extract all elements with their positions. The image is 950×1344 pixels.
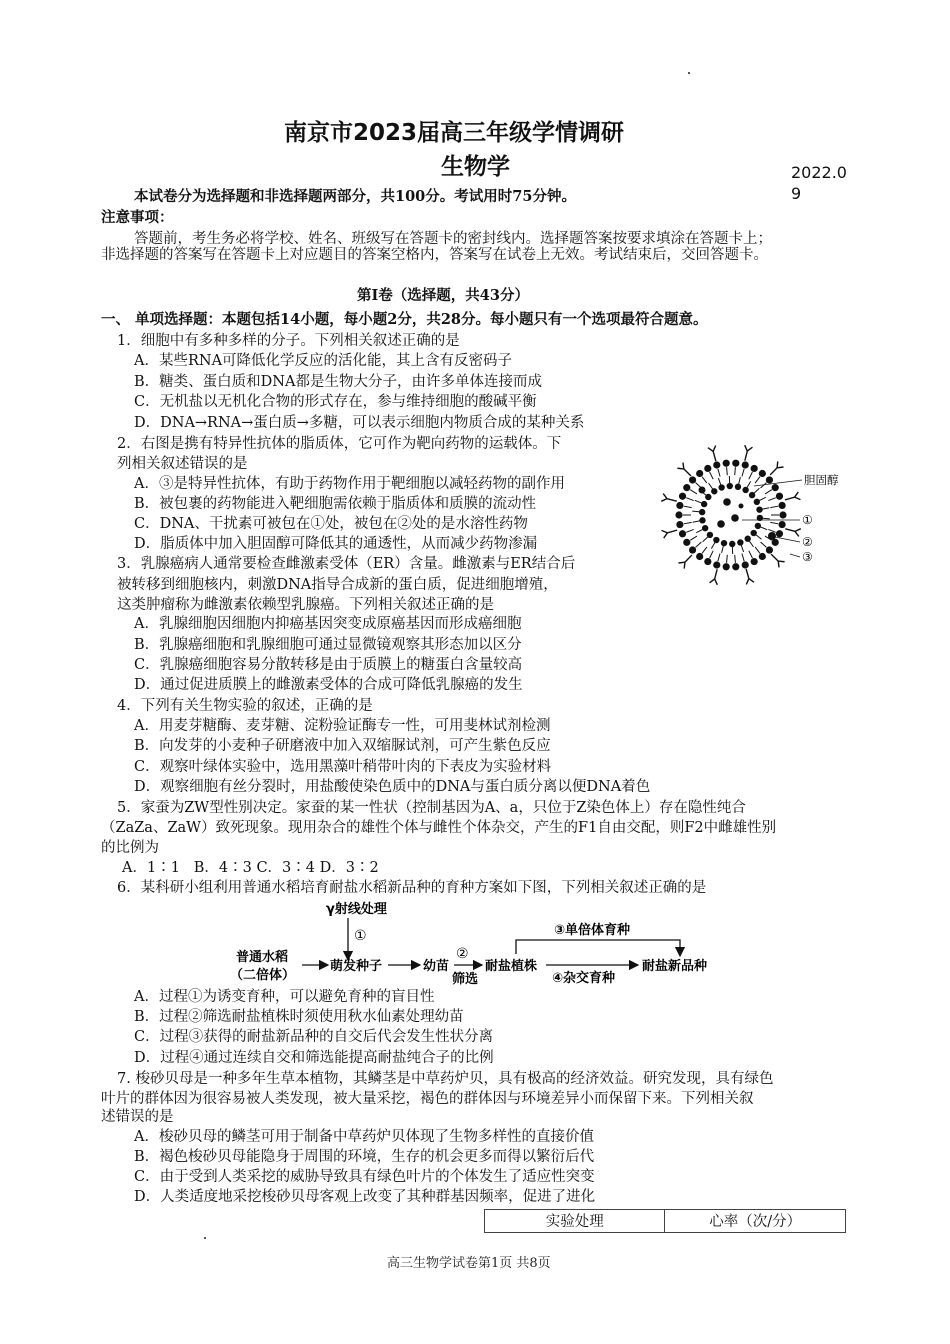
inner-lipid-tail (749, 541, 753, 547)
liposome-figure (642, 440, 852, 590)
antibody-arm (710, 579, 715, 583)
outer-lipid-head (779, 521, 786, 528)
inner-lipid-head (755, 523, 761, 529)
section1-heading: 一、 单项选择题：本题包括14小题，每小题2分，共28分。每小题只有一个选项最符合题意。 (101, 311, 708, 328)
antibody-arm (684, 562, 685, 568)
q5-stem-line-3: 的比例为 (101, 840, 159, 856)
outer-lipid-tail (690, 536, 697, 540)
cross-breeding-label: ④杂交育种 (552, 971, 616, 986)
inner-lipid-head (699, 517, 705, 523)
leader-mark-2 (775, 537, 800, 542)
outer-lipid-head (759, 553, 766, 560)
outer-lipid-tail (727, 555, 728, 563)
inner-lipid-head (702, 525, 708, 531)
antibody-arm (708, 448, 713, 452)
antibody-stem (745, 451, 747, 461)
outer-lipid-tail (755, 547, 760, 553)
step-1-mark: ① (354, 928, 367, 944)
inner-lipid-head (705, 494, 711, 500)
outer-lipid-head (713, 561, 720, 568)
antibody-arm (662, 530, 668, 533)
salt-tolerant-plant-label: 耐盐植株 (485, 959, 538, 974)
inner-lipid-tail (747, 481, 751, 487)
outer-lipid-tail (684, 506, 692, 507)
q5-options: A．1∶1 B．4∶3 C．3∶4 D．3∶2 (122, 860, 379, 876)
leader-mark-3 (790, 554, 800, 557)
q1-option-a: A．某些RNA可降低化学反应的活化能，其上含有反密码子 (134, 353, 513, 369)
germinated-seed-label: 萌发种子 (330, 959, 383, 974)
seedling-label: 幼苗 (423, 959, 450, 974)
core-dot-1 (723, 498, 731, 506)
q2-option-c: C．DNA、干扰素可被包在①处，被包在②处的是水溶性药物 (134, 516, 528, 532)
outer-lipid-head (675, 511, 682, 518)
exam-title: 南京市2023届高三年级学情调研 (284, 120, 625, 146)
outer-lipid-tail (684, 522, 692, 523)
table-header-treatment: 实验处理 (485, 1210, 665, 1233)
label-mark-2: ② (802, 535, 813, 549)
notice-line-2: 非选择题的答案写在答题卡上对应题目的答案空格内，答案写在试卷上无效。考试结束后，交回答题卡。 (101, 247, 768, 263)
q7-stem-line-3: 述错误的是 (101, 1109, 174, 1125)
q6-option-c: C．过程③获得的耐盐新品种的自交后代会发生性状分离 (134, 1029, 494, 1045)
q4-option-b: B．向发芽的小麦种子研磨液中加入双缩脲试剂，可产生紫色反应 (134, 738, 551, 754)
antibody-arm (747, 447, 752, 451)
new-variety-label: 耐盐新品种 (642, 959, 708, 974)
antibody-arm (677, 468, 683, 469)
outer-lipid-head (723, 563, 730, 570)
antibody-arm (749, 579, 754, 583)
q2-stem-line-2: 列相关叙述错误的是 (117, 456, 248, 472)
q5-stem-line-1: 5．家蚕为ZW型性别决定。家蚕的某一性状（控制基因为A、a，只位于Z染色体上）存在隐性纯合 (117, 800, 746, 816)
label-cholesterol: 胆固醇 (804, 473, 839, 487)
antibody-stem (785, 529, 795, 531)
outer-lipid-head (779, 502, 786, 509)
outer-lipid-head (696, 553, 703, 560)
antibody-stem (667, 499, 677, 501)
page-footer: 高三生物学试卷第1页 共8页 (387, 1256, 551, 1271)
inner-lipid-tail (718, 478, 720, 485)
outer-lipid-head (759, 470, 766, 477)
inner-lipid-tail (739, 477, 741, 484)
antibody-arm (795, 492, 799, 497)
q3-option-d: D．通过促进质膜上的雌激素受体的合成可降低乳腺癌的发生 (134, 677, 523, 693)
exam-intro: 本试卷分为选择题和非选择题两部分，共100分。考试用时75分钟。 (134, 188, 576, 205)
part1-heading: 第Ⅰ卷（选择题，共43分） (357, 287, 529, 304)
table-header-heart-rate: 心率（次/分） (665, 1210, 846, 1233)
outer-lipid-tail (718, 553, 720, 561)
outer-lipid-head (742, 561, 749, 568)
membrane-dot-2 (699, 487, 706, 494)
q5-stem-line-2: （ZaZa、ZaW）致死现象。现用杂合的雄性个体与雌性个体杂交，产生的F1自由交配，则F2中雌雄性别 (101, 820, 777, 836)
antibody-stem (771, 554, 778, 561)
inner-lipid-tail (692, 511, 699, 512)
inner-lipid-tail (711, 543, 715, 549)
antibody-stem (684, 469, 691, 476)
outer-lipid-head (676, 521, 683, 528)
scan-speck (204, 1237, 206, 1239)
outer-lipid-tail (765, 490, 772, 494)
q3-option-b: B．乳腺癌细胞和乳腺细胞可通过显微镜观察其形态加以区分 (134, 637, 522, 653)
haploid-path (516, 940, 680, 956)
label-mark-1: ① (802, 513, 813, 527)
outer-lipid-tail (770, 506, 778, 507)
antibody-arm (664, 533, 668, 538)
inner-lipid-tail (722, 546, 724, 553)
outer-lipid-head (776, 493, 783, 500)
exam-date: 2022.09 (791, 163, 847, 203)
antibody-arm (777, 467, 783, 468)
q1-option-d: D．DNA→RNA→蛋白质→多糖，可以表示细胞内物质合成的某种关系 (134, 415, 585, 431)
q6-option-a: A．过程①为诱变育种，可以避免育种的盲目性 (134, 989, 435, 1005)
inner-lipid-tail (760, 497, 766, 500)
core-dot-3 (717, 520, 725, 528)
antibody-stem (770, 468, 777, 475)
inner-lipid-head (742, 487, 748, 493)
antibody-stem (713, 451, 716, 461)
antibody-stem (785, 497, 795, 500)
q3-option-c: C．乳腺癌细胞容易分散转移是由于质膜上的糖蛋白含量较高 (134, 657, 523, 673)
core-dot-4 (739, 504, 744, 509)
inner-lipid-tail (763, 518, 770, 519)
q3-stem-line-3: 这类肿瘤称为雌激素依赖型乳腺癌。下列相关叙述正确的是 (117, 597, 494, 613)
q6-option-d: D．过程④通过连续自交和筛选能提高耐盐纯合子的比例 (134, 1050, 494, 1066)
outer-lipid-head (742, 461, 749, 468)
inner-lipid-head (756, 506, 762, 512)
q3-option-a: A．乳腺细胞因细胞内抑癌基因突变成原癌基因而形成癌细胞 (134, 616, 522, 632)
outer-lipid-head (689, 476, 696, 483)
outer-lipid-tail (686, 529, 693, 532)
gamma-treatment-label: γ射线处理 (326, 902, 387, 917)
outer-lipid-tail (768, 529, 775, 532)
inner-lipid-tail (756, 535, 761, 539)
outer-lipid-head (766, 476, 773, 483)
inner-lipid-head (729, 541, 735, 547)
outer-lipid-tail (768, 498, 775, 501)
outer-lipid-tail (770, 522, 778, 523)
outer-lipid-tail (749, 472, 753, 479)
outer-lipid-head (683, 484, 690, 491)
inner-lipid-tail (709, 483, 713, 489)
inner-lipid-head (721, 540, 727, 546)
scan-speck (688, 72, 690, 74)
breeding-flowchart (230, 898, 730, 988)
membrane-dot-1 (768, 532, 776, 540)
outer-lipid-head (689, 546, 696, 553)
q7-stem-line-1: 7. 梭砂贝母是一种多年生草本植物，其鳞茎是中草药炉贝，具有极高的经济效益。研究发现，具有绿色 (117, 1071, 774, 1087)
inner-lipid-head (745, 536, 751, 542)
outer-lipid-tail (727, 467, 728, 475)
outer-lipid-head (704, 558, 711, 565)
outer-lipid-head (732, 460, 739, 467)
inner-lipid-head (707, 532, 713, 538)
antibody-arm (661, 499, 667, 502)
antibody-arm (778, 561, 779, 567)
antibody-stem (667, 530, 677, 533)
outer-lipid-tail (735, 467, 736, 475)
antibody-arm (795, 529, 801, 532)
antibody-arm (713, 446, 716, 452)
q4-option-d: D．观察细胞有丝分裂时，用盐酸使染色质中的DNA与蛋白质分离以便DNA着色 (134, 779, 651, 795)
table-row (485, 1210, 846, 1233)
antibody-arm (663, 494, 667, 499)
inner-lipid-head (754, 499, 760, 505)
inner-lipid-head (735, 484, 741, 490)
inner-lipid-head (751, 530, 757, 536)
inner-lipid-tail (754, 488, 759, 493)
q4-option-a: A．用麦芽糖酶、麦芽糖、淀粉验证酶专一性，可用斐林试剂检测 (134, 718, 551, 734)
q1-option-b: B．糖类、蛋白质和DNA都是生物大分子，由许多单体连接而成 (134, 374, 542, 390)
inner-lipid-tail (741, 545, 743, 552)
q1-stem: 1．细胞中有多种多样的分子。下列相关叙述正确的是 (117, 333, 460, 349)
diploid-label: （二倍体） (230, 968, 296, 983)
antibody-arm (795, 531, 799, 536)
core-dot-2 (731, 514, 739, 522)
outer-lipid-head (779, 511, 786, 518)
inner-lipid-head (727, 483, 733, 489)
q7-option-c: C．由于受到人类采挖的威胁导致具有绿色叶片的个体发生了适应性突变 (134, 1169, 595, 1185)
q7-option-b: B．褐色梭砂贝母能隐身于周围的环境，生存的机会更多而得以繁衍后代 (134, 1149, 595, 1165)
q1-option-c: C．无机盐以无机化合物的形式存在，参与维持细胞的酸碱平衡 (134, 394, 537, 410)
outer-lipid-tail (702, 477, 707, 483)
outer-lipid-tail (755, 477, 760, 483)
inner-lipid-tail (693, 521, 700, 522)
inner-lipid-head (737, 539, 743, 545)
outer-lipid-head (751, 465, 758, 472)
step-2-mark: ② (456, 946, 469, 962)
inner-lipid-tail (703, 537, 708, 542)
outer-lipid-head (704, 465, 711, 472)
antibody-arm (746, 579, 749, 585)
haploid-breeding-label: ③单倍体育种 (554, 923, 631, 938)
inner-lipid-head (701, 501, 707, 507)
outer-lipid-head (766, 546, 773, 553)
outer-lipid-head (683, 539, 690, 546)
outer-lipid-head (772, 484, 779, 491)
antibody-arm (778, 561, 784, 562)
leader-cholesterol (754, 480, 802, 486)
outer-lipid-tail (710, 551, 714, 558)
q4-option-c: C．观察叶绿体实验中，选用黑藻叶稍带叶肉的下表皮为实验材料 (134, 759, 552, 775)
outer-lipid-head (679, 530, 686, 537)
outer-lipid-tail (702, 547, 707, 553)
inner-lipid-tail (762, 508, 769, 509)
label-mark-3: ③ (802, 550, 813, 564)
inner-lipid-tail (761, 527, 767, 530)
inner-lipid-tail (696, 530, 702, 533)
antibody-arm (795, 497, 801, 500)
q2-option-d: D．脂质体中加入胆固醇可降低其的通透性，从而减少药物渗漏 (134, 536, 538, 552)
notice-line-1: 答题前，考生务必将学校、姓名、班级写在答题卡的密封线内。选择题答案按要求填涂在答题卡上； (134, 231, 772, 247)
outer-lipid-head (713, 461, 720, 468)
antibody-stem (685, 555, 692, 562)
q2-option-a: A．③是特异性抗体，有助于药物作用于靶细胞以减轻药物的副作用 (134, 476, 565, 492)
common-rice-label: 普通水稻 (236, 950, 289, 965)
inner-lipid-head (711, 488, 717, 494)
outer-lipid-tail (742, 553, 744, 561)
inner-lipid-tail (695, 500, 701, 503)
outer-lipid-head (676, 502, 683, 509)
antibody-stem (715, 569, 717, 579)
inner-lipid-head (749, 492, 755, 498)
q7-option-d: D．人类适度地采挖梭砂贝母客观上改变了其种群基因频率，促进了进化 (134, 1189, 596, 1205)
antibody-stem (746, 569, 749, 579)
outer-lipid-head (751, 558, 758, 565)
inner-lipid-head (713, 537, 719, 543)
subject-title: 生物学 (441, 154, 510, 180)
outer-lipid-tail (718, 469, 720, 477)
antibody-arm (777, 461, 778, 467)
q6-stem: 6．某科研小组利用普通水稻培育耐盐水稻新品种的育种方案如下图，下列相关叙述正确的是 (117, 880, 707, 896)
q7-option-a: A．梭砂贝母的鳞茎可用于制备中草药炉贝体现了生物多样性的直接价值 (134, 1129, 594, 1145)
inner-lipid-head (699, 509, 705, 515)
outer-lipid-tail (690, 490, 697, 494)
q2-option-b: B．被包裹的药物能进入靶细胞需依赖于脂质体和质膜的流动性 (134, 496, 537, 512)
outer-lipid-head (732, 563, 739, 570)
q2-stem-line-1: 2．右图是携有特异性抗体的脂质体，它可作为靶向药物的运载体。下 (117, 436, 562, 452)
antibody-arm (679, 562, 685, 563)
antibody-arm (683, 463, 684, 469)
inner-lipid-head (718, 484, 724, 490)
q3-stem-line-2: 被转移到细胞核内，刺激DNA指导合成新的蛋白质，促进细胞增殖， (117, 577, 558, 593)
outer-lipid-head (696, 470, 703, 477)
outer-lipid-tail (686, 498, 693, 501)
outer-lipid-head (679, 493, 686, 500)
outer-lipid-tail (749, 551, 753, 558)
antibody-arm (745, 445, 748, 451)
q3-stem-line-1: 3．乳腺癌病人通常要检查雌激素受体（ER）含量。雌激素与ER结合后 (117, 556, 576, 572)
antibody-arm (715, 579, 718, 585)
q7-stem-line-2: 叶片的群体因为很容易被人类发现，被大量采挖，褐色的群体因与环境差异小而保留下来。下列相关叙 (101, 1091, 754, 1107)
outer-lipid-head (723, 460, 730, 467)
outer-lipid-tail (761, 542, 767, 547)
notice-label: 注意事项： (101, 209, 174, 226)
outer-lipid-tail (735, 555, 736, 563)
outer-lipid-tail (696, 542, 702, 547)
q4-stem: 4．下列有关生物实验的叙述，正确的是 (117, 698, 373, 714)
experiment-table (484, 1209, 846, 1233)
outer-lipid-tail (710, 472, 714, 479)
q6-option-b: B．过程②筛选耐盐植株时须使用秋水仙素处理幼苗 (134, 1009, 464, 1025)
outer-lipid-tail (742, 469, 744, 477)
screening-label: 筛选 (452, 972, 479, 987)
outer-lipid-head (776, 530, 783, 537)
